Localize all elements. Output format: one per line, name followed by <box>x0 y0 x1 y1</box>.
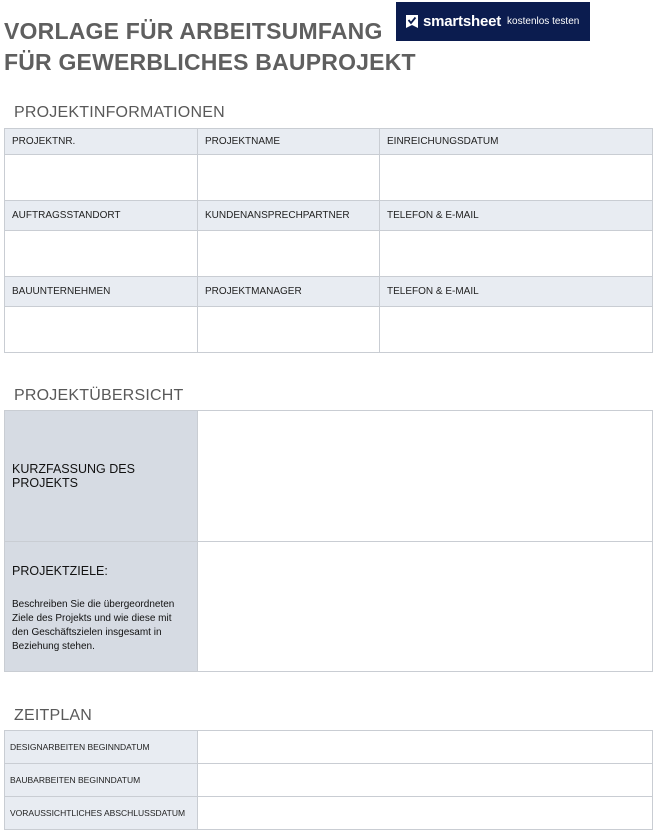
projektname-input[interactable] <box>205 173 379 185</box>
telefon-email-manager-field[interactable] <box>380 307 653 353</box>
project-overview-table <box>4 410 653 672</box>
bauunternehmen-field[interactable] <box>5 307 198 353</box>
schedule-row <box>5 731 653 764</box>
bauunternehmen-input[interactable] <box>12 325 197 337</box>
goals-label-cell <box>5 542 198 672</box>
label-telefon-email-kunde: TELEFON & E-MAIL <box>380 201 653 231</box>
info-label-row <box>5 201 653 231</box>
auftragsstandort-field[interactable] <box>5 231 198 277</box>
label-kundenansprechpartner: KUNDENANSPRECHPARTNER <box>198 201 380 231</box>
label-designarbeiten-beginndatum: DESIGNARBEITEN BEGINNDATUM <box>5 731 198 764</box>
summary-label-cell <box>5 411 198 542</box>
goals-label: PROJEKTZIELE: <box>12 564 108 578</box>
designarbeiten-beginndatum-field[interactable] <box>198 731 653 764</box>
baubarbeiten-beginndatum-field[interactable] <box>198 764 653 797</box>
projektname-field[interactable] <box>198 155 380 201</box>
einreichungsdatum-field[interactable] <box>380 155 653 201</box>
goals-field[interactable] <box>198 542 653 672</box>
label-bauunternehmen: BAUUNTERNEHMEN <box>5 277 198 307</box>
page-title-line-1: VORLAGE FÜR ARBEITSUMFANG <box>4 18 383 44</box>
auftragsstandort-input[interactable] <box>12 249 197 261</box>
summary-label: KURZFASSUNG DES PROJEKTS <box>12 462 135 490</box>
projektnr-field[interactable] <box>5 155 198 201</box>
kundenansprechpartner-input[interactable] <box>205 249 379 261</box>
checkmark-flag-icon <box>406 15 418 28</box>
projektnr-input[interactable] <box>12 173 197 185</box>
overview-goals-row <box>5 542 653 672</box>
overview-summary-row <box>5 411 653 542</box>
einreichungsdatum-input[interactable] <box>387 173 652 185</box>
smartsheet-trial-banner[interactable] <box>396 2 590 41</box>
project-info-table <box>4 128 653 353</box>
section-heading-projektuebersicht: PROJEKTÜBERSICHT <box>14 387 184 404</box>
goals-hint: Beschreiben Sie die übergeordneten Ziele des Projekts und wie diese mit den Geschäftszielen insgesamt in Beziehung stehen. <box>12 599 175 652</box>
info-label-row <box>5 129 653 155</box>
summary-field[interactable] <box>198 411 653 542</box>
schedule-table <box>4 730 653 830</box>
kundenansprechpartner-field[interactable] <box>198 231 380 277</box>
info-value-row <box>5 307 653 353</box>
projektmanager-field[interactable] <box>198 307 380 353</box>
info-value-row <box>5 231 653 277</box>
schedule-row <box>5 764 653 797</box>
page-title <box>4 16 416 78</box>
label-baubarbeiten-beginndatum: BAUBARBEITEN BEGINNDATUM <box>5 764 198 797</box>
label-projektnr: PROJEKTNR. <box>5 129 198 155</box>
info-label-row <box>5 277 653 307</box>
label-projektname: PROJEKTNAME <box>198 129 380 155</box>
section-heading-zeitplan: ZEITPLAN <box>14 707 93 724</box>
telefon-email-kunde-input[interactable] <box>387 249 652 261</box>
logo-cta: kostenlos testen <box>507 16 580 27</box>
page-title-line-2: FÜR GEWERBLICHES BAUPROJEKT <box>4 49 416 75</box>
info-value-row <box>5 155 653 201</box>
telefon-email-kunde-field[interactable] <box>380 231 653 277</box>
schedule-row <box>5 797 653 830</box>
label-projektmanager: PROJEKTMANAGER <box>198 277 380 307</box>
section-heading-projektinformationen: PROJEKTINFORMATIONEN <box>14 104 225 121</box>
projektmanager-input[interactable] <box>205 325 379 337</box>
label-abschlussdatum: VORAUSSICHTLICHES ABSCHLUSSDATUM <box>5 797 198 830</box>
label-einreichungsdatum: EINREICHUNGSDATUM <box>380 129 653 155</box>
label-auftragsstandort: AUFTRAGSSTANDORT <box>5 201 198 231</box>
telefon-email-manager-input[interactable] <box>387 325 652 337</box>
label-telefon-email-manager: TELEFON & E-MAIL <box>380 277 653 307</box>
logo-brand: smartsheet <box>423 13 502 30</box>
abschlussdatum-field[interactable] <box>198 797 653 830</box>
